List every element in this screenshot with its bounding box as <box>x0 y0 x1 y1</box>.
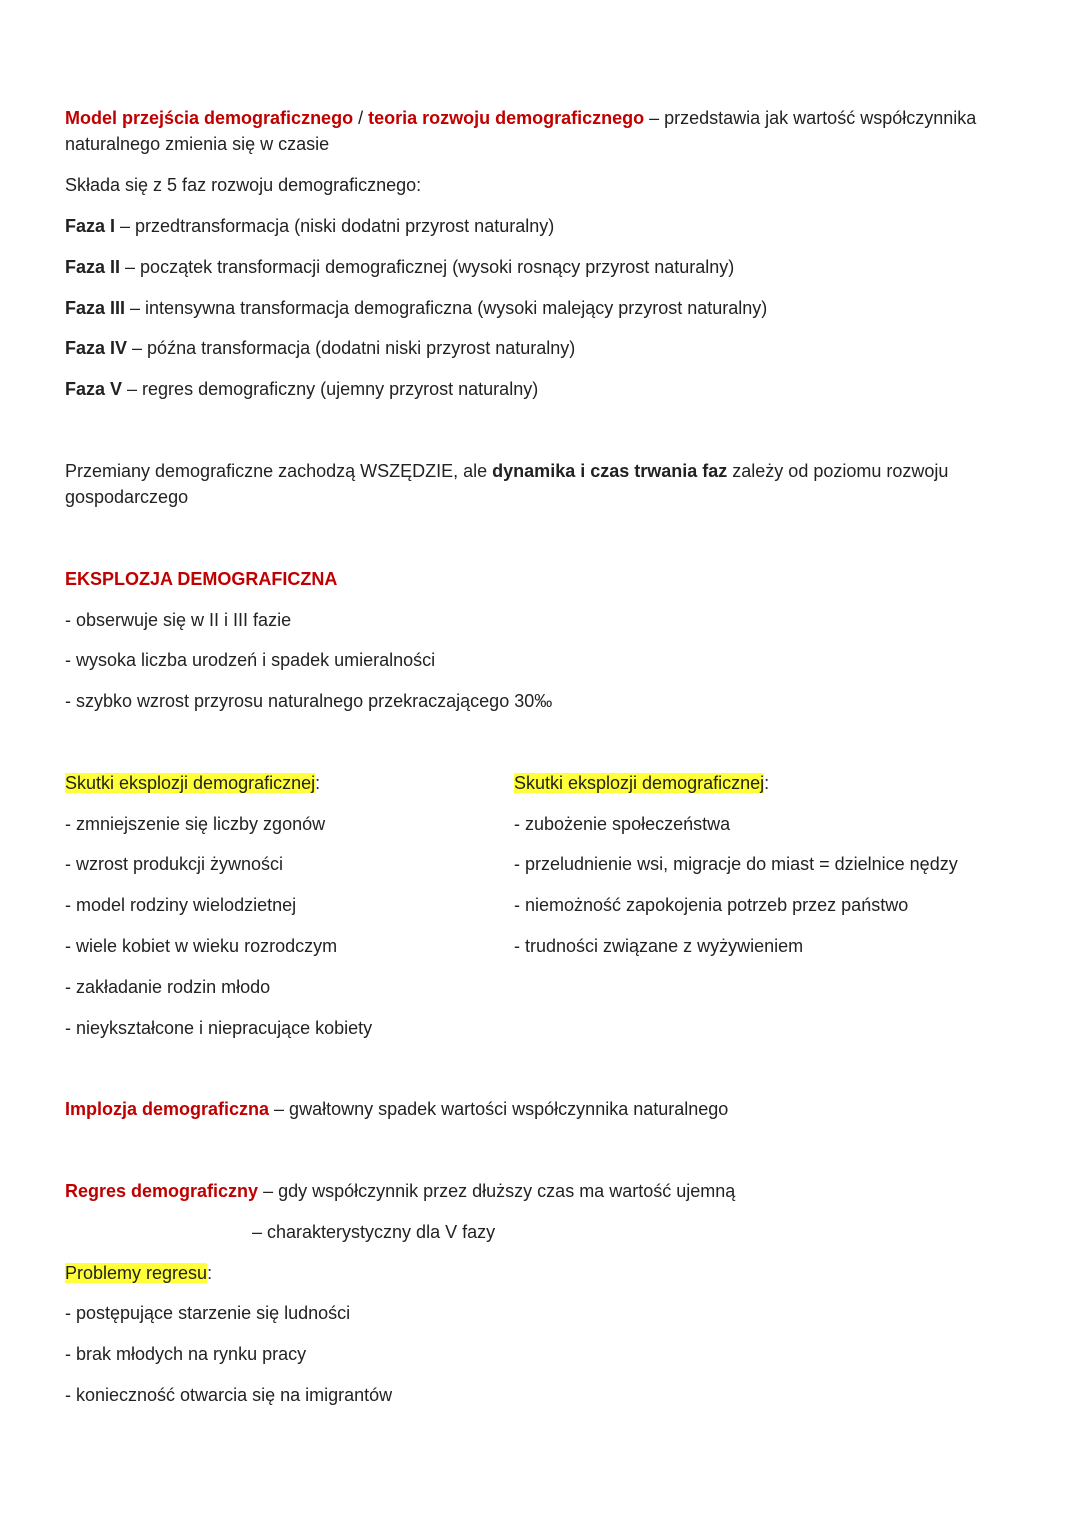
phase-label: Faza V <box>65 379 123 399</box>
implosion-definition: Implozja demograficzna – gwałtowny spadek wartości współczynnika naturalnego <box>65 1099 729 1119</box>
problems-heading: Problemy regresu: <box>65 1263 213 1283</box>
explosion-item: - obserwuje się w II i III fazie <box>65 610 292 630</box>
effects-left-heading: Skutki eksplozji demograficznej: <box>65 773 321 793</box>
effects-left-item: - wzrost produkcji żywności <box>65 854 284 874</box>
regress-definition-line-2: – charakterystyczny dla V fazy <box>252 1222 496 1242</box>
explosion-heading: EKSPLOZJA DEMOGRAFICZNA <box>65 569 338 589</box>
model-definition: – przedstawia jak wartość współczynnika <box>644 108 977 128</box>
explosion-item: - wysoka liczba urodzeń i spadek umieralności <box>65 650 436 670</box>
phase-label: Faza II <box>65 257 121 277</box>
highlighted-heading: Skutki eksplozji demograficznej <box>65 773 316 793</box>
effects-left-item: - wiele kobiet w wieku rozrodczym <box>65 936 338 956</box>
model-term: Model przejścia demograficznego <box>65 108 354 128</box>
phase-text: – późna transformacja (dodatni niski przyrost naturalny) <box>127 338 576 358</box>
effects-right-item: - przeludnienie wsi, migracje do miast = dzielnice nędzy <box>514 854 958 874</box>
phase-label: Faza I <box>65 216 116 236</box>
phase-1 <box>65 213 554 239</box>
effects-left-item: - zmniejszenie się liczby zgonów <box>65 814 326 834</box>
phases-intro: Składa się z 5 faz rozwoju demograficznego: <box>65 175 422 195</box>
theory-term: teoria rozwoju demograficznego <box>368 108 645 128</box>
phase-4 <box>65 335 575 361</box>
phase-2 <box>65 254 734 280</box>
implosion-term: Implozja demograficzna <box>65 1099 270 1119</box>
regress-term: Regres demograficzny <box>65 1181 259 1201</box>
problems-item: - brak młodych na rynku pracy <box>65 1344 307 1364</box>
changes-paragraph-line-2: gospodarczego <box>65 487 189 507</box>
phase-label: Faza III <box>65 298 126 318</box>
model-definition-line-2: naturalnego zmienia się w czasie <box>65 134 330 154</box>
phase-5 <box>65 376 538 402</box>
phase-3 <box>65 295 767 321</box>
effects-right-item: - niemożność zapokojenia potrzeb przez państwo <box>514 895 909 915</box>
highlighted-heading: Skutki eksplozji demograficznej <box>514 773 765 793</box>
phase-text: – intensywna transformacja demograficzna (wysoki malejący przyrost naturalny) <box>125 298 768 318</box>
effects-left-item: - model rodziny wielodzietnej <box>65 895 297 915</box>
effects-right-heading: Skutki eksplozji demograficznej: <box>514 773 770 793</box>
effects-left-item: - zakładanie rodzin młodo <box>65 977 271 997</box>
regress-definition: Regres demograficzny – gdy współczynnik przez dłuższy czas ma wartość ujemną <box>65 1181 736 1201</box>
effects-left-item: - nieykształcone i niepracujące kobiety <box>65 1018 373 1038</box>
term-separator: / <box>353 108 369 128</box>
effects-right-item: - trudności związane z wyżywieniem <box>514 936 804 956</box>
phase-text: – regres demograficzny (ujemny przyrost naturalny) <box>122 379 539 399</box>
phase-text: – początek transformacji demograficznej (wysoki rosnący przyrost naturalny) <box>120 257 735 277</box>
highlighted-heading: Problemy regresu <box>65 1263 208 1283</box>
model-definition-line <box>65 105 976 131</box>
explosion-item: - szybko wzrost przyrosu naturalnego przekraczającego 30‰ <box>65 691 553 711</box>
problems-item: - postępujące starzenie się ludności <box>65 1303 351 1323</box>
problems-item: - konieczność otwarcia się na imigrantów <box>65 1385 393 1405</box>
changes-paragraph: Przemiany demograficzne zachodzą WSZĘDZIE, ale dynamika i czas trwania faz zależy od poziomu rozwoju <box>65 461 949 481</box>
changes-emphasis: dynamika i czas trwania faz <box>492 461 728 481</box>
effects-right-item: - zubożenie społeczeństwa <box>514 814 731 834</box>
phase-text: – przedtransformacja (niski dodatni przyrost naturalny) <box>115 216 555 236</box>
phase-label: Faza IV <box>65 338 128 358</box>
